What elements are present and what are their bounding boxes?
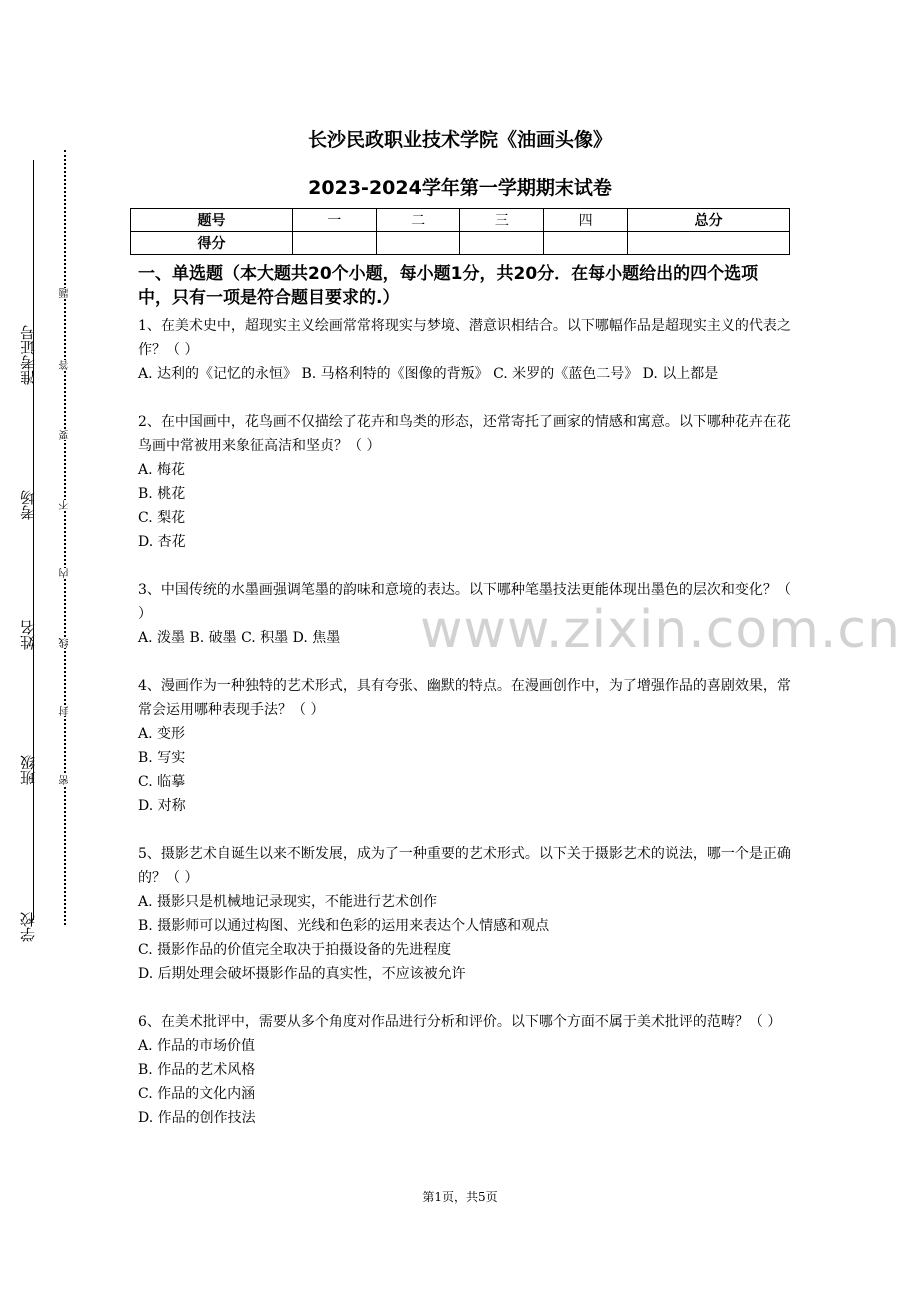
exam-content (138, 262, 792, 1154)
seal-char: 不 (60, 500, 71, 510)
question-stem: 1、在美术史中，超现实主义绘画常常将现实与梦境、潜意识相结合。以下哪幅作品是超现实主义的代表之作？（ ） (138, 318, 791, 358)
question-6 (138, 1010, 792, 1130)
question-3 (138, 578, 792, 650)
question-1 (138, 314, 792, 386)
page-number: 第1页，共5页 (422, 1190, 498, 1204)
seal-char: 题 (60, 288, 71, 298)
binding-fill-line (33, 160, 34, 920)
question-option: C. 作品的文化内涵 (138, 1086, 256, 1102)
watermark: www.zixin.com.cn (420, 600, 901, 660)
seal-char: 封 (60, 706, 71, 716)
section-heading: 一、单选题（本大题共20个小题，每小题1分，共20分．在每小题给出的四个选项中，只有一项是符合题目要求的.） (138, 264, 759, 308)
seal-char: 密 (60, 775, 71, 785)
score-table-header-row (131, 209, 790, 232)
score-table-cell: 三 (460, 209, 544, 232)
score-table (130, 208, 790, 255)
score-entry-cell[interactable] (460, 232, 544, 255)
question-option: B. 写实 (138, 750, 186, 766)
score-table-cell: 总分 (628, 209, 790, 232)
class-label: 班级 (19, 755, 37, 785)
seal-char: 内 (60, 568, 71, 578)
question-option: A. 摄影只是机械地记录现实，不能进行艺术创作 (138, 894, 438, 910)
question-option: D. 作品的创作技法 (138, 1110, 256, 1126)
score-table-score-row (131, 232, 790, 255)
question-option: B. 摄影师可以通过构图、光线和色彩的运用来表达个人情感和观点 (138, 918, 550, 934)
question-2 (138, 410, 792, 554)
question-stem: 4、漫画作为一种独特的艺术形式，具有夸张、幽默的特点。在漫画创作中，为了增强作品的喜剧效果，常常会运用哪种表现手法？（ ） (138, 678, 791, 718)
question-option: B. 桃花 (138, 486, 186, 502)
exam-id-label: 准考证号 (19, 325, 37, 385)
exam-title-course: 长沙民政职业技术学院《油画头像》 (307, 129, 612, 151)
exam-room-label: 考场 (19, 490, 37, 520)
question-option: A. 作品的市场价值 (138, 1038, 256, 1054)
question-4 (138, 674, 792, 818)
score-row-label: 得分 (131, 232, 293, 255)
question-stem: 6、在美术批评中，需要从多个角度对作品进行分析和评价。以下哪个方面不属于美术批评的范畴？（ ） (138, 1014, 782, 1030)
question-stem: 3、中国传统的水墨画强调笔墨的韵味和意境的表达。以下哪种笔墨技法更能体现出墨色的层次和变化？（ ） (138, 582, 791, 622)
question-option: D. 后期处理会破坏摄影作品的真实性，不应该被允许 (138, 966, 466, 982)
seal-dotted-line (64, 150, 66, 925)
student-name-label: 姓名 (19, 620, 37, 650)
school-label: 学校 (19, 912, 37, 942)
score-entry-cell[interactable] (544, 232, 628, 255)
question-options: A. 达利的《记忆的永恒》 B. 马格利特的《图像的背叛》 C. 米罗的《蓝色二号》 D. 以上都是 (138, 366, 719, 382)
score-entry-cell[interactable] (292, 232, 376, 255)
question-option: C. 临摹 (138, 774, 186, 790)
question-option: D. 杏花 (138, 534, 186, 550)
exam-title-term: 2023-2024学年第一学期期末试卷 (308, 177, 612, 199)
question-stem: 2、在中国画中，花鸟画不仅描绘了花卉和鸟类的形态，还常寄托了画家的情感和寓意。以下哪种花卉在花鸟画中常被用来象征高洁和坚贞？（ ） (138, 414, 791, 454)
score-table-cell: 一 (292, 209, 376, 232)
score-entry-cell[interactable] (628, 232, 790, 255)
question-option: B. 作品的艺术风格 (138, 1062, 256, 1078)
question-option: A. 变形 (138, 726, 186, 742)
seal-char: 答 (60, 360, 71, 370)
question-options: A. 泼墨 B. 破墨 C. 积墨 D. 焦墨 (138, 630, 341, 646)
question-5 (138, 842, 792, 986)
score-entry-cell[interactable] (376, 232, 460, 255)
question-option: C. 摄影作品的价值完全取决于拍摄设备的先进程度 (138, 942, 452, 958)
score-table-cell: 四 (544, 209, 628, 232)
score-table-cell: 题号 (131, 209, 293, 232)
seal-char: 线 (60, 638, 71, 648)
question-option: C. 梨花 (138, 510, 186, 526)
question-option: D. 对称 (138, 798, 186, 814)
question-stem: 5、摄影艺术自诞生以来不断发展，成为了一种重要的艺术形式。以下关于摄影艺术的说法，哪一个是正确的？（ ） (138, 846, 791, 886)
seal-char: 要 (60, 430, 71, 440)
score-table-cell: 二 (376, 209, 460, 232)
question-option: A. 梅花 (138, 462, 186, 478)
